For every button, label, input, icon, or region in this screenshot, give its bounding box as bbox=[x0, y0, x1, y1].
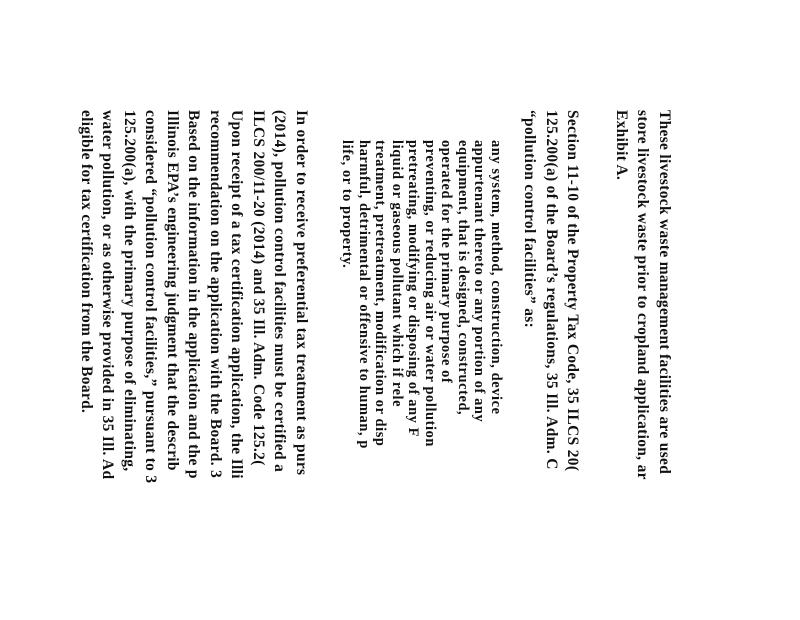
quote-line: liquid or gaseous pollutant which if rele bbox=[389, 140, 405, 408]
quote-line: treatment, pretreatment, modification or disp bbox=[372, 140, 389, 447]
text-line: These livestock waste management facilities are used bbox=[656, 110, 673, 475]
intro-paragraph bbox=[611, 110, 676, 620]
text-line: Upon receipt of a tax certification application, the Illi bbox=[228, 110, 246, 479]
text-line: considered “pollution control facilities,” pursuant to 3 bbox=[142, 110, 160, 484]
definition-quote bbox=[339, 110, 504, 620]
quote-line: any system, method, construction, device bbox=[488, 140, 504, 415]
text-line: (2014), pollution control facilities must be certified a bbox=[271, 110, 289, 473]
text-line: 125.200(a), with the primary purpose of eliminating, bbox=[121, 110, 138, 472]
certification-paragraph bbox=[76, 110, 313, 620]
text-line: water pollution, or as otherwise provided in 35 Ill. Ad bbox=[99, 110, 117, 480]
text-line: store livestock waste prior to cropland application, ar bbox=[634, 110, 652, 480]
text-line: eligible for tax certification from the Board. bbox=[78, 110, 95, 414]
text-line: “pollution control facilities” as: bbox=[521, 110, 539, 329]
quote-line: equipment, that is designed, constructed, bbox=[455, 140, 471, 416]
text-line: In order to receive preferential tax treatment as purs bbox=[293, 110, 310, 476]
text-line: Section 11-10 of the Property Tax Code, 35 ILCS 20( bbox=[564, 110, 582, 472]
quote-line: preventing, or reducing air or water pollution bbox=[422, 140, 438, 448]
quote-line: appurtenant thereto or any portion of any bbox=[471, 140, 488, 423]
text-line: recommendation on the application with the Board. 3 bbox=[207, 110, 224, 479]
text-line: Exhibit A. bbox=[613, 110, 630, 181]
quote-line: harmful, detrimental or offensive to human, p bbox=[356, 140, 372, 449]
rotated-document-page bbox=[78, 110, 675, 620]
section-paragraph bbox=[519, 110, 584, 620]
quote-line: life, or to property. bbox=[339, 140, 356, 269]
quote-line: operated for the primary purpose of bbox=[438, 140, 455, 384]
text-line: Illinois EPA’s engineering judgment that the describ bbox=[164, 110, 181, 471]
text-line: Based on the information in the application and the p bbox=[185, 110, 203, 479]
quote-line: pretreating, modifying or disposing of any F bbox=[405, 140, 422, 438]
text-line: 125.200(a) of the Board’s regulations, 35 Ill. Adm. C bbox=[543, 110, 560, 470]
text-line: ILCS 200/11-20 (2014) and 35 Ill. Adm. Code 125.2( bbox=[250, 110, 267, 466]
